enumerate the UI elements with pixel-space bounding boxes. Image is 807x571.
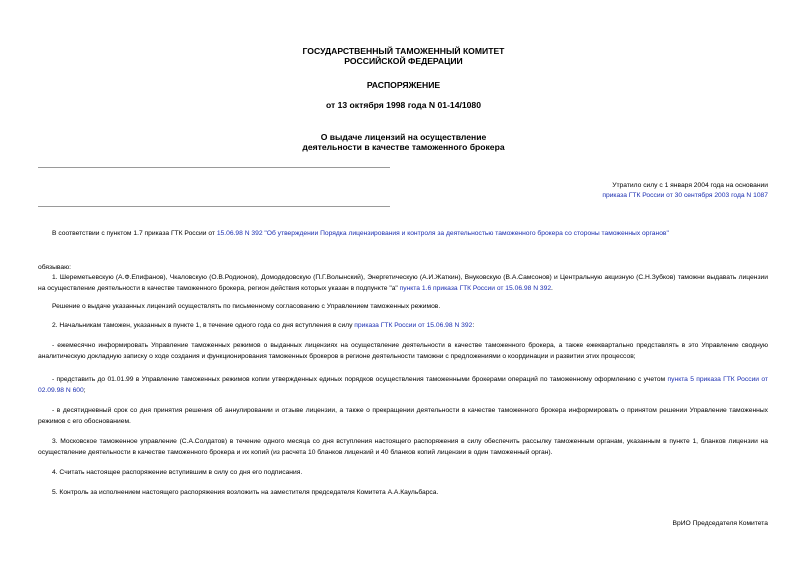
paragraph-2a: - ежемесячно информировать Управление таможенных режимов о выданных лицензиях на осуществление деятельности в качестве таможенного брокера, а также ежеквартально представлять в это Управление сводную аналитическую докладную записку о ходе создания и функционирования таможенных брокеров в регионе деятельности таможни с предложениями о координации и развитии этих процессов; <box>38 342 768 360</box>
paragraph-2c: - в десятидневный срок со дня принятия решения об аннулировании и отзыве лицензии, а также о прекращении деятельности в качестве таможенного брокера информировать о принятом решении Управление таможенных режимов с его обоснованием. <box>38 407 768 425</box>
signature: ВрИО Председателя Комитета <box>672 520 768 527</box>
paragraph-2b <box>38 374 768 396</box>
paragraph-2b-link[interactable]: пункта 5 приказа ГТК России от 02.09.98 N 600 <box>38 376 768 394</box>
document-type: РАСПОРЯЖЕНИЕ <box>366 80 441 90</box>
divider-top <box>38 167 390 168</box>
paragraph-1 <box>38 272 768 294</box>
paragraph-4: 4. Считать настоящее распоряжение вступившим в силу со дня его подписания. <box>52 469 303 476</box>
paragraph-2b-text: - представить до 01.01.99 в Управление таможенных режимов копии утвержденных единых порядков осуществления таможенными брокерами операций по таможенному оформлению с учетом <box>52 376 668 383</box>
status-note-text: Утратило силу с 1 января 2004 года на основании <box>612 182 768 189</box>
paragraph-1-link[interactable]: пункта 1.6 приказа ГТК России от 15.06.98 N 392 <box>399 285 552 292</box>
paragraph-5: 5. Контроль за исполнением настоящего распоряжения возложить на заместителя председателя Комитета А.А.Каульбарса. <box>52 489 439 496</box>
paragraph-1b: Решение о выдаче указанных лицензий осуществлять по письменному согласованию с Управлением таможенных режимов. <box>52 303 441 310</box>
paragraph-2-text: 2. Начальникам таможен, указанных в пункте 1, в течение одного года со дня вступления в силу <box>52 322 355 329</box>
document-title-line2: деятельности в качестве таможенного брокера <box>302 142 505 152</box>
paragraph-2-end: : <box>472 322 475 329</box>
document-title-line1: О выдаче лицензий на осуществление <box>320 132 487 142</box>
status-note-link-line <box>0 191 768 201</box>
paragraph-2 <box>38 320 768 331</box>
paragraph-3: 3. Московское таможенное управление (С.А.Солдатов) в течение одного месяца со дня вступления настоящего распоряжения в силу обеспечить рассылку таможенным органам, указанным в пункте 1, бланков лицензии на осуществление деятельности в качестве таможенного брокера и их копий (из расчета 10 бланков лицензий и 40 бланков копий лицензии в один таможенный орган). <box>38 438 768 456</box>
org-name-line1: ГОСУДАРСТВЕННЫЙ ТАМОЖЕННЫЙ КОМИТЕТ <box>302 46 505 56</box>
paragraph-1-text: 1. Шереметьевскую (А.Ф.Епифанов), Чкаловскую (О.В.Родионов), Домодедовскую (П.Г.Волынский), Энергетическую (А.И.Жаткин), Внуковскую (В.А.Самсонов) и Центральную акцизную (С.Н.Зубков) таможни выдавать лицензии на осуществление деятельности в качестве таможенного брокера, регион действия которых указан в подпункте "а" <box>38 274 768 292</box>
org-name-line2: РОССИЙСКОЙ ФЕДЕРАЦИИ <box>344 56 463 66</box>
preamble-link[interactable]: 15.06.98 N 392 "Об утверждении Порядка лицензирования и контроля за деятельностью таможенного брокера со стороны таможенных органов" <box>216 230 669 237</box>
paragraph-2-link[interactable]: приказа ГТК России от 15.06.98 N 392 <box>354 322 473 329</box>
document-date-number: от 13 октября 1998 года N 01-14/1080 <box>325 100 481 110</box>
status-note-link[interactable]: приказа ГТК России от 30 сентября 2003 года N 1087 <box>602 192 768 199</box>
obliges-text: обязываю: <box>38 264 71 271</box>
paragraph-1-end: . <box>551 285 553 292</box>
preamble-text: В соответствии с пунктом 1.7 приказа ГТК России от <box>52 230 217 237</box>
preamble-paragraph <box>38 228 768 239</box>
divider-bottom <box>38 206 390 207</box>
paragraph-2b-end: ; <box>83 387 86 394</box>
